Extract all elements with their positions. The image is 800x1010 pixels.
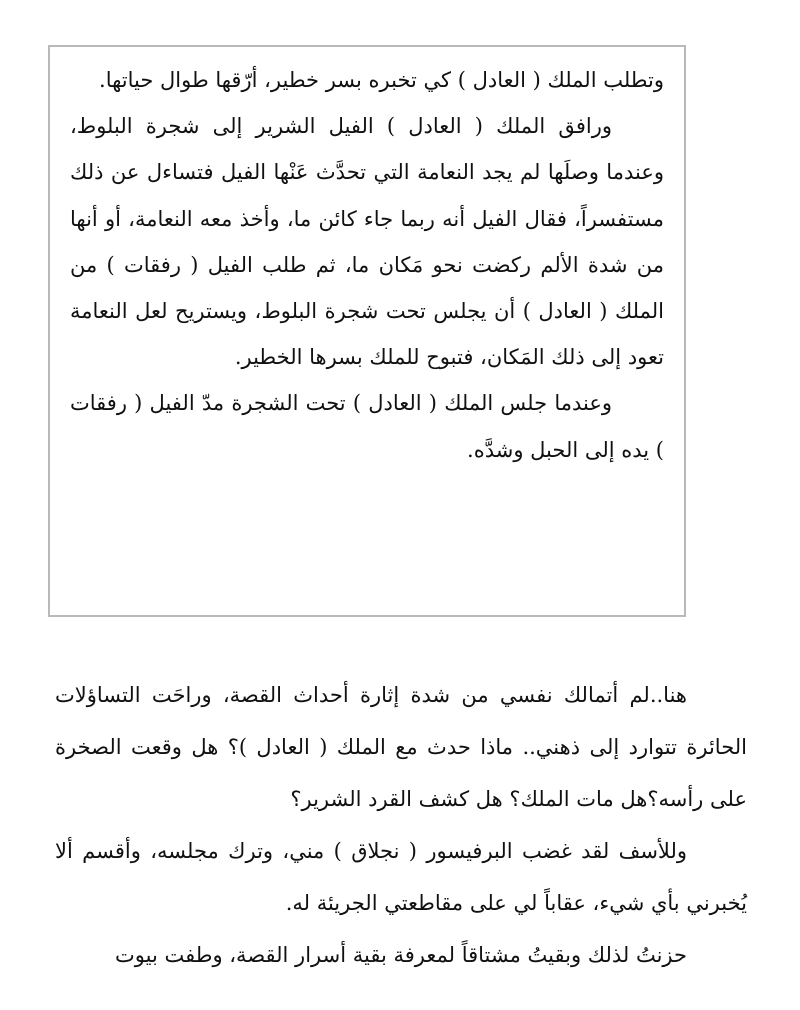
box-paragraph: ورافق الملك ( العادل ) الفيل الشرير إلى شجرة البلوط، وعندما وصلَها لم يجد النعامة التي تحدَّث عَنْها الفيل فتساءل عن ذلك مستفسراً، فقال الفيل أنه ربما جاء كائن ما، وأخذ معه النعامة، أو أنها من شدة الألم ركضت نحو مَكان ما، ثم طلب الفيل ( رفقات ) من الملك ( العادل ) أن يجلس تحت شجرة البلوط، ويستريح لعل النعامة تعود إلى ذلك المَكان، فتبوح للملك بسرها الخطير. [70,114,664,370]
framed-story-excerpt [48,45,686,617]
body-paragraph: وللأسف لقد غضب البرفيسور ( نجلاق ) مني، وترك مجلسه، وأقسم ألا يُخبرني بأي شيء، عقاباً لي على مقاطعتي الجريئة له. [55,839,747,915]
body-paragraph: حزنتُ لذلك وبقيتُ مشتاقاً لمعرفة بقية أسرار القصة، وطفت بيوت [115,943,687,967]
body-text [55,669,747,981]
box-paragraph: وتطلب الملك ( العادل ) كي تخبره بسر خطير، أرّقها طوال حياتها. [99,68,664,92]
box-paragraph: وعندما جلس الملك ( العادل ) تحت الشجرة مدّ الفيل ( رفقات ) يده إلى الحبل وشدَّه. [70,391,664,462]
body-paragraph: هنا..لم أتمالك نفسي من شدة إثارة أحداث القصة، وراحَت التساؤلات الحائرة تتوارد إلى ذهني.. ماذا حدث مع الملك ( العادل )؟ هل وقعت الصخرة على رأسه؟هل مات الملك؟ هل كشف القرد الشرير؟ [55,683,747,811]
